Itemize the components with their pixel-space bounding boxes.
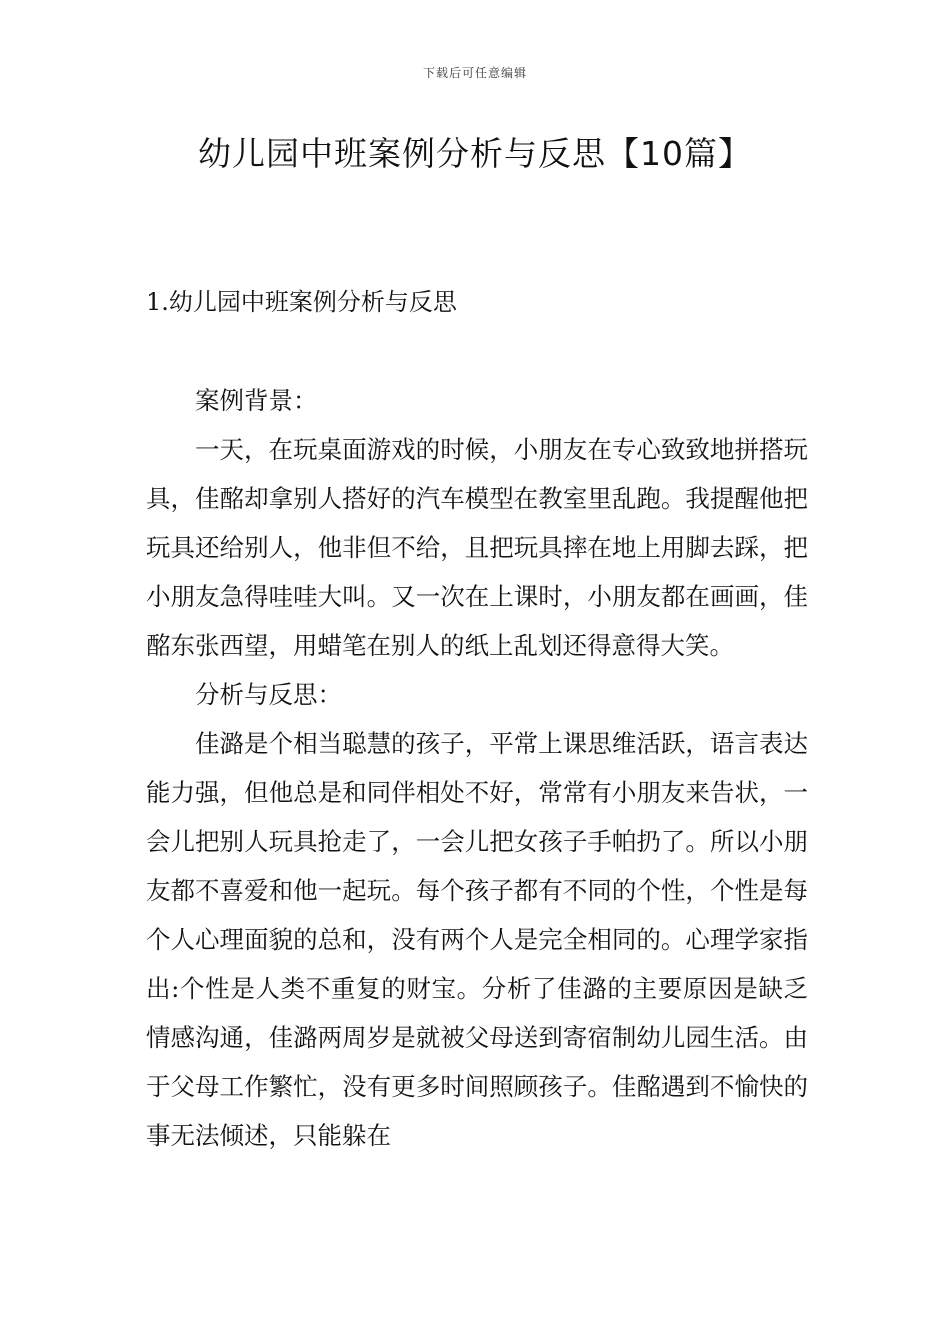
section-heading: 1.幼儿园中班案例分析与反思 xyxy=(146,288,457,316)
paragraph-analysis-text: 佳潞是个相当聪慧的孩子，平常上课思维活跃，语言表达能力强，但他总是和同伴相处不好，常常有小朋友来告状，一会儿把别人玩具抢走了，一会儿把女孩子手帕扔了。所以小朋友都不喜爱和他一起玩。每个孩子都有不同的个性，个性是每个人心理面貌的总和，没有两个人是完全相同的。心理学家指出:个性是人类不重复的财宝。分析了佳潞的主要原因是缺乏情感沟通，佳潞两周岁是就被父母送到寄宿制幼儿园生活。由于父母工作繁忙，没有更多时间照顾孩子。佳酩遇到不愉快的事无法倾述，只能躲在 xyxy=(146,729,808,1150)
header-note: 下载后可任意编辑 xyxy=(422,66,527,80)
paragraph-analysis-label: 分析与反思： xyxy=(195,680,342,709)
paragraph-background-label: 案例背景： xyxy=(195,386,318,415)
document-title: 幼儿园中班案例分析与反思【10篇】 xyxy=(198,134,752,173)
section-body xyxy=(146,376,808,1160)
paragraph-case-description: 一天，在玩桌面游戏的时候，小朋友在专心致致地拼搭玩具，佳酩却拿别人搭好的汽车模型在教室里乱跑。我提醒他把玩具还给别人，他非但不给，且把玩具摔在地上用脚去踩，把小朋友急得哇哇大叫。又一次在上课时，小朋友都在画画，佳酩东张西望，用蜡笔在别人的纸上乱划还得意得大笑。 xyxy=(146,435,808,660)
